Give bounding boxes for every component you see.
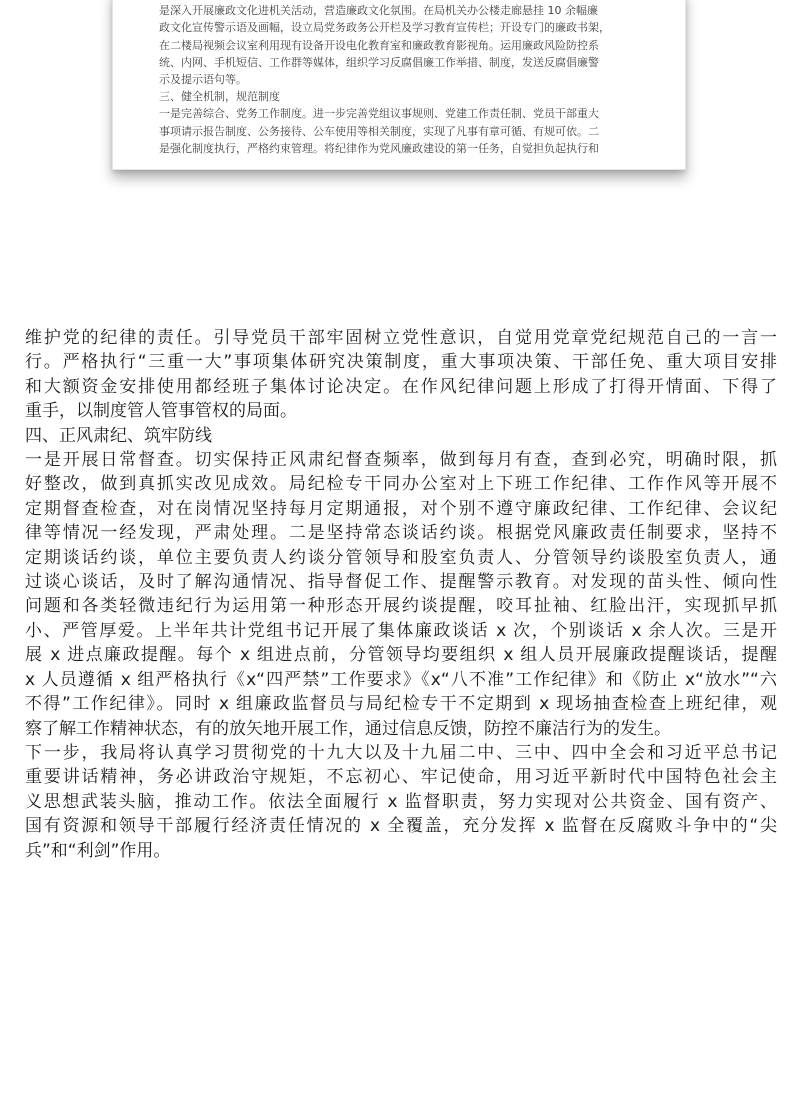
body-line: 重手，以制度管人管事管权的局面。 xyxy=(25,401,297,422)
preview-line: 在二楼局视频会议室利用现有设备开设电化教育室和廉政教育影视角。运用廉政风险防控系 xyxy=(159,38,599,52)
body-line: 展 x 进点廉政提醒。每个 x 组进点前，分管领导均要组织 x 组人员开展廉政提醒谈话，提醒 xyxy=(25,645,777,666)
body-line: 察了解工作精神状态，有的放矢地开展工作，通过信息反馈，防控不廉洁行为的发生。 xyxy=(25,718,671,739)
preview-line: 是强化制度执行，严格约束管理。将纪律作为党风廉政建设的第一任务，自觉担负起执行和 xyxy=(159,141,599,155)
body-line: 过谈心谈话，及时了解沟通情况、指导督促工作、提醒警示教育。对发现的苗头性、倾向性 xyxy=(25,572,777,593)
body-line: 兵”和“利剑”作用。 xyxy=(25,840,171,861)
body-line: 国有资源和领导干部履行经济责任情况的 x 全覆盖，充分发挥 x 监督在反腐败斗争中的“尖 xyxy=(25,816,777,837)
body-line: 和大额资金安排使用都经班子集体讨论决定。在作风纪律问题上形成了打得开情面、下得了 xyxy=(25,376,777,397)
preview-line: 事项请示报告制度、公务接待、公车使用等相关制度，实现了凡事有章可循、有规可依。二 xyxy=(159,124,599,138)
body-line: 重要讲话精神，务必讲政治守规矩，不忘初心、牢记使命，用习近平新时代中国特色社会主 xyxy=(25,767,777,788)
preview-text xyxy=(113,0,685,157)
body-line: x 人员遵循 x 组严格执行《x“四严禁”工作要求》《x“八不准”工作纪律》和《防止 x“放水”“六 xyxy=(25,669,777,690)
preview-line: 一是完善综合、党务工作制度。进一步完善党组议事规则、党建工作责任制、党员干部重大 xyxy=(159,107,599,121)
document-body xyxy=(25,326,777,863)
body-line: 定期督查检查，对在岗情况坚持每月定期通报，对个别不遵守廉政纪律、工作纪律、会议纪 xyxy=(25,498,777,519)
preview-line: 示及提示语句等。 xyxy=(159,73,247,87)
body-line: 义思想武装头脑，推动工作。依法全面履行 x 监督职责，努力实现对公共资金、国有资产、 xyxy=(25,791,777,812)
preview-heading: 三、健全机制，规范制度 xyxy=(159,90,280,104)
body-line: 律等情况一经发现，严肃处理。二是坚持常态谈话约谈。根据党风廉政责任制要求，坚持不 xyxy=(25,523,777,544)
preview-line: 政文化宣传警示语及画幅，设立局党务政务公开栏及学习教育宣传栏；开设专门的廉政书架， xyxy=(159,21,610,35)
body-line: 行。严格执行“三重一大”事项集体研究决策制度，重大事项决策、干部任免、重大项目安排 xyxy=(25,352,777,373)
body-line: 问题和各类轻微违纪行为运用第一种形态开展约谈提醒，咬耳扯袖、红脸出汗，实现抓早抓 xyxy=(25,596,777,617)
section-heading: 四、正风肃纪、筑牢防线 xyxy=(25,425,212,446)
body-line: 一是开展日常督查。切实保持正风肃纪督查频率，做到每月有查，查到必究，明确时限，抓 xyxy=(25,450,777,471)
body-line: 好整改，做到真抓实改见成效。局纪检专干同办公室对上下班工作纪律、工作作风等开展不 xyxy=(25,474,777,495)
document-preview-card xyxy=(112,0,686,170)
preview-line: 统、内网、手机短信、工作群等媒体，组织学习反腐倡廉工作举措、制度，发送反腐倡廉警 xyxy=(159,55,599,69)
body-line: 不得”工作纪律》。同时 x 组廉政监督员与局纪检专干不定期到 x 现场抽查检查上班纪律，观 xyxy=(25,694,777,715)
preview-line: 是深入开展廉政文化进机关活动，营造廉政文化氛围。在局机关办公楼走廊悬挂 10 余幅廉 xyxy=(159,4,598,18)
body-line: 小、严管厚爱。上半年共计党组书记开展了集体廉政谈话 x 次，个别谈话 x 余人次。三是开 xyxy=(25,620,777,641)
body-line: 下一步，我局将认真学习贯彻党的十九大以及十九届二中、三中、四中全会和习近平总书记 xyxy=(25,742,777,763)
body-line: 定期谈话约谈，单位主要负责人约谈分管领导和股室负责人、分管领导约谈股室负责人，通 xyxy=(25,547,777,568)
body-line: 维护党的纪律的责任。引导党员干部牢固树立党性意识，自觉用党章党纪规范自己的一言一 xyxy=(25,328,777,348)
